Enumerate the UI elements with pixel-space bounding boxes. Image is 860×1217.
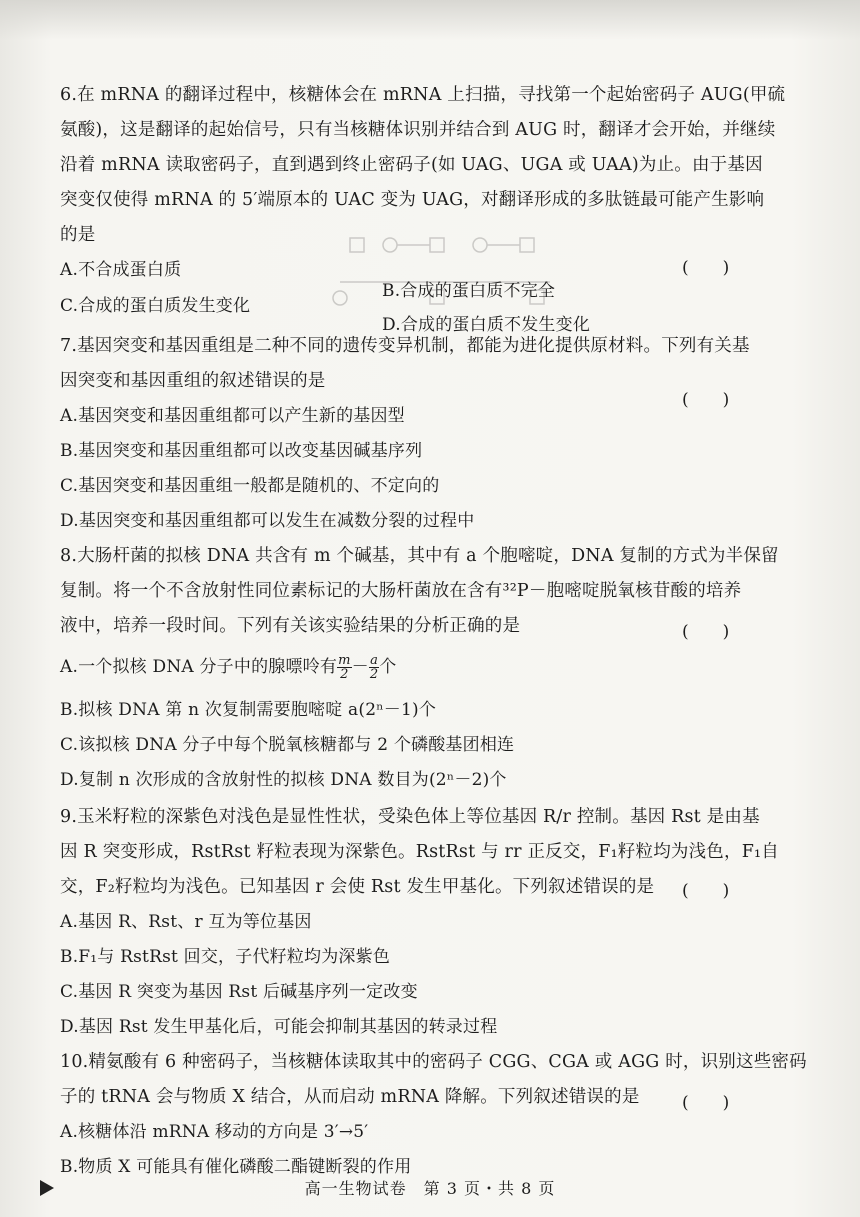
q9-option-b: B.F₁与 RstRst 回交，子代籽粒均为深紫色: [60, 947, 391, 967]
q6-option-d: D.合成的蛋白质不发生变化: [382, 315, 591, 335]
q7-stem-line-1: 7.基因突变和基因重组是二种不同的遗传变异机制，都能为进化提供原材料。下列有关基: [60, 336, 750, 356]
q7-option-b: B.基因突变和基因重组都可以改变基因碱基序列: [60, 441, 423, 461]
q7-option-c: C.基因突变和基因重组一般都是随机的、不定向的: [60, 476, 440, 496]
q8-option-d: D.复制 n 次形成的含放射性的拟核 DNA 数目为(2ⁿ－2)个: [60, 770, 507, 790]
q10-stem-line-1: 10.精氨酸有 6 种密码子，当核糖体读取其中的密码子 CGG、CGA 或 AGG 时，识别这些密码: [60, 1052, 807, 1072]
q6-stem-line-5: 的是: [60, 225, 96, 245]
page-footer: 高一生物试卷 第 3 页・共 8 页: [304, 1179, 556, 1198]
q10-answer-paren: ( ): [682, 1093, 730, 1113]
q8-answer-paren: ( ): [682, 622, 730, 642]
fraction-a-over-2: $\frac{a}{2}$: [369, 653, 379, 682]
minus-sign: －: [351, 657, 369, 677]
q10-option-b: B.物质 X 可能具有催化磷酸二酯键断裂的作用: [60, 1157, 412, 1177]
q10-stem-line-2: 子的 tRNA 会与物质 X 结合，从而启动 mRNA 降解。下列叙述错误的是: [60, 1087, 640, 1107]
q8-stem-line-1: 8.大肠杆菌的拟核 DNA 共含有 m 个碱基，其中有 a 个胞嘧啶，DNA 复制的方式为半保留: [60, 546, 779, 566]
q6-stem-line-4: 突变仅使得 mRNA 的 5′端原本的 UAC 变为 UAG，对翻译形成的多肽链最可能产生影响: [60, 190, 765, 210]
q8-stem-line-3: 液中，培养一段时间。下列有关该实验结果的分析正确的是: [60, 616, 521, 636]
q7-answer-paren: ( ): [682, 390, 730, 410]
q6-stem-line-3: 沿着 mRNA 读取密码子，直到遇到终止密码子(如 UAG、UGA 或 UAA)为止。由于基因: [60, 155, 763, 175]
q8-stem-line-2: 复制。将一个不含放射性同位素标记的大肠杆菌放在含有³²P－胞嘧啶脱氧核苷酸的培养: [60, 581, 742, 601]
q8-option-c: C.该拟核 DNA 分子中每个脱氧核糖都与 2 个磷酸基团相连: [60, 735, 515, 755]
q9-stem-line-1: 9.玉米籽粒的深紫色对浅色是显性性状，受染色体上等位基因 R/r 控制。基因 Rst 是由基: [60, 807, 760, 827]
q6-stem-line-2: 氨酸)，这是翻译的起始信号，只有当核糖体识别并结合到 AUG 时，翻译才会开始，并继续: [60, 120, 776, 140]
scan-corner-mark: [40, 1180, 54, 1196]
q9-stem-line-2: 因 R 突变形成，RstRst 籽粒表现为深紫色。RstRst 与 rr 正反交，F₁籽粒均为浅色，F₁自: [60, 842, 779, 862]
q6-option-a: A.不合成蛋白质: [60, 260, 182, 280]
fraction-m-over-2: $\frac{m}{2}$: [338, 653, 351, 682]
q8-option-a: [60, 654, 397, 681]
q8-option-b: B.拟核 DNA 第 n 次复制需要胞嘧啶 a(2ⁿ－1)个: [60, 700, 437, 720]
q6-stem-line-1: 6.在 mRNA 的翻译过程中，核糖体会在 mRNA 上扫描，寻找第一个起始密码子 AUG(甲硫: [60, 85, 786, 105]
q8-option-a-text: A.一个拟核 DNA 分子中的腺嘌呤有: [60, 657, 338, 677]
q8-option-a-suffix: 个: [379, 657, 397, 677]
q6-option-c: C.合成的蛋白质发生变化: [60, 296, 251, 316]
q9-option-d: D.基因 Rst 发生甲基化后，可能会抑制其基因的转录过程: [60, 1017, 498, 1037]
q7-option-a: A.基因突变和基因重组都可以产生新的基因型: [60, 406, 405, 426]
q9-option-c: C.基因 R 突变为基因 Rst 后碱基序列一定改变: [60, 982, 418, 1002]
q9-answer-paren: ( ): [682, 881, 730, 901]
q6-option-b: B.合成的蛋白质不完全: [382, 281, 556, 301]
q6-answer-paren: ( ): [682, 258, 730, 278]
scan-shadow: [0, 0, 860, 40]
q9-option-a: A.基因 R、Rst、r 互为等位基因: [60, 912, 312, 932]
q7-option-d: D.基因突变和基因重组都可以发生在减数分裂的过程中: [60, 511, 475, 531]
q7-stem-line-2: 因突变和基因重组的叙述错误的是: [60, 371, 326, 391]
q9-stem-line-3: 交，F₂籽粒均为浅色。已知基因 r 会使 Rst 发生甲基化。下列叙述错误的是: [60, 877, 655, 897]
q10-option-a: A.核糖体沿 mRNA 移动的方向是 3′→5′: [60, 1122, 369, 1142]
